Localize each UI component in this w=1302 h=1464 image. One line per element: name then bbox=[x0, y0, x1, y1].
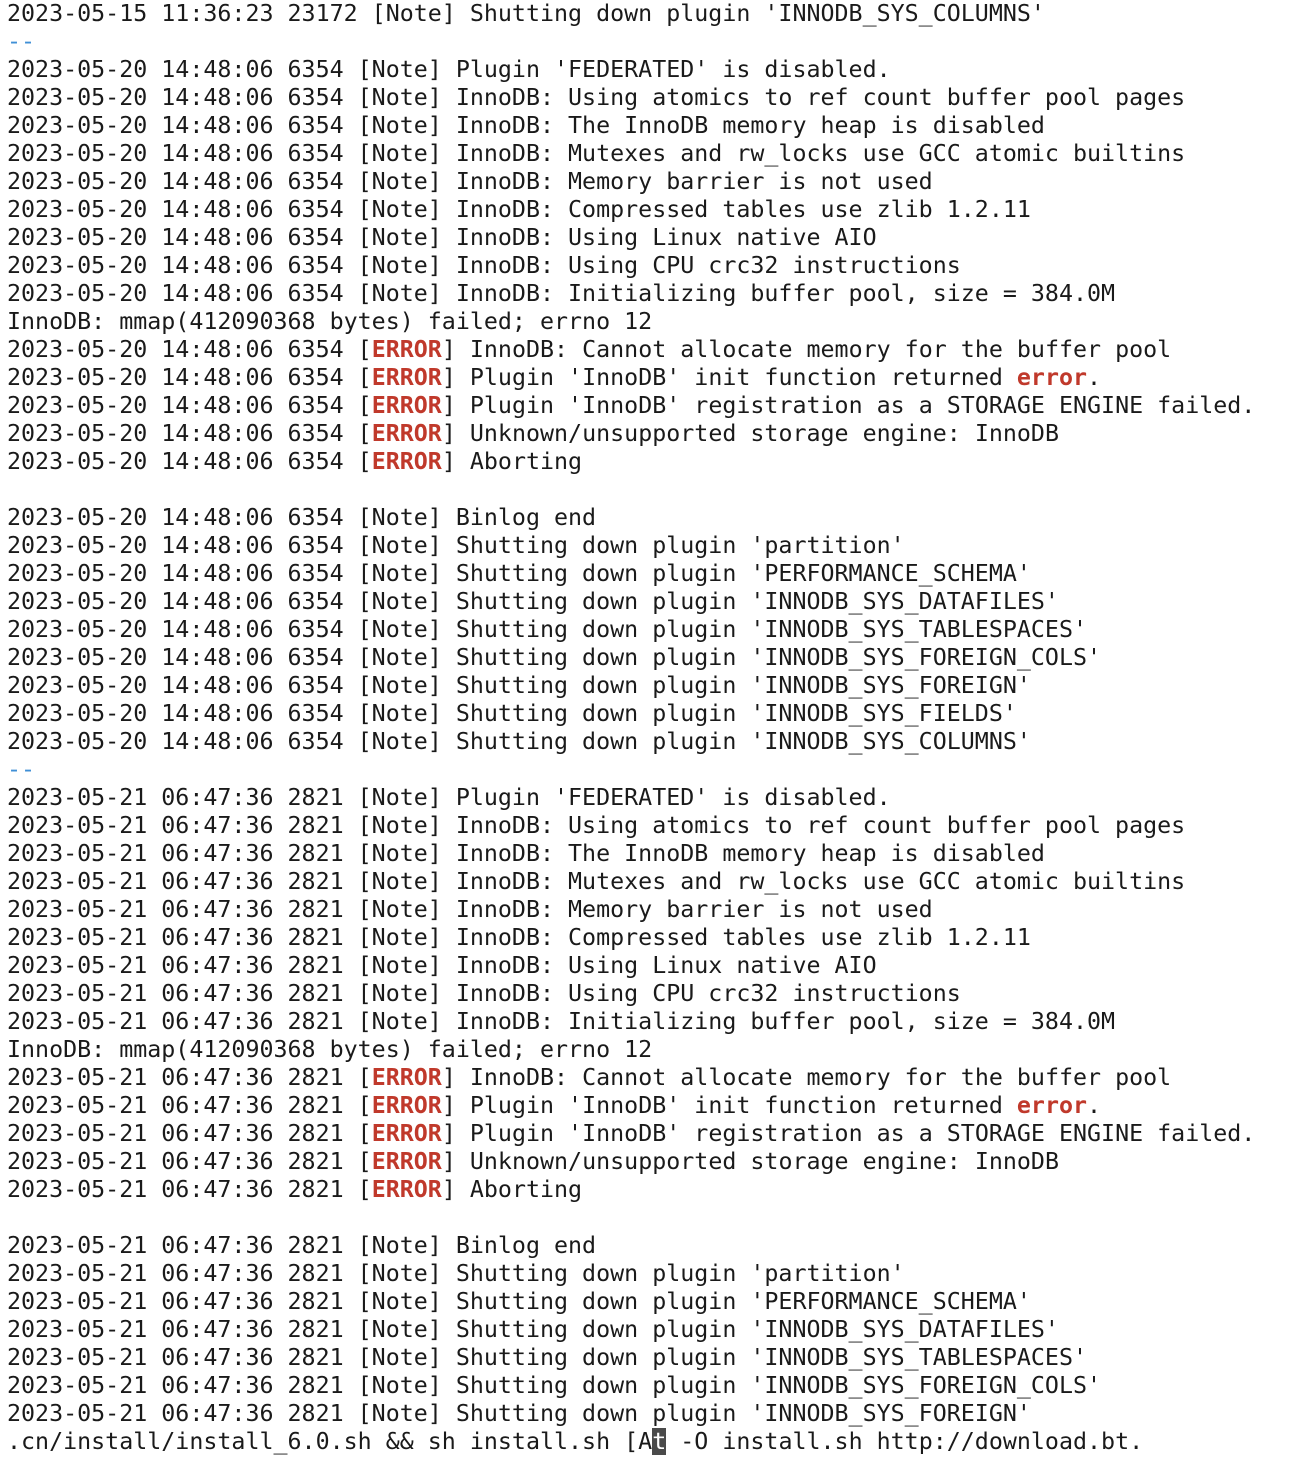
log-text: 2023-05-20 14:48:06 6354 [ bbox=[7, 364, 372, 391]
log-line bbox=[7, 252, 1302, 280]
log-line bbox=[7, 1204, 1302, 1232]
error-label: ERROR bbox=[371, 1120, 442, 1147]
log-line bbox=[7, 560, 1302, 588]
log-line bbox=[7, 812, 1302, 840]
log-text: 2023-05-20 14:48:06 6354 [Note] InnoDB: Using Linux native AIO bbox=[7, 224, 877, 251]
log-line bbox=[7, 224, 1302, 252]
log-line bbox=[7, 672, 1302, 700]
log-line bbox=[7, 700, 1302, 728]
log-separator: -- bbox=[7, 28, 36, 55]
error-label: error bbox=[1016, 364, 1088, 391]
log-line bbox=[7, 952, 1302, 980]
log-text: 2023-05-20 14:48:06 6354 [Note] Plugin 'FEDERATED' is disabled. bbox=[7, 56, 891, 83]
log-line bbox=[7, 28, 1302, 56]
log-text: InnoDB: mmap(412090368 bytes) failed; errno 12 bbox=[7, 1036, 653, 1063]
log-text: 2023-05-21 06:47:36 2821 [Note] Shutting down plugin 'partition' bbox=[7, 1260, 905, 1287]
log-line bbox=[7, 364, 1302, 392]
error-label: ERROR bbox=[371, 1092, 442, 1119]
log-line bbox=[7, 1176, 1302, 1204]
log-text: 2023-05-20 14:48:06 6354 [ bbox=[7, 392, 372, 419]
log-text: .cn/install/install_6.0.sh && sh install.sh [A bbox=[7, 1428, 653, 1455]
log-line bbox=[7, 112, 1302, 140]
log-text: ] InnoDB: Cannot allocate memory for the buffer pool bbox=[441, 1064, 1172, 1091]
log-line bbox=[7, 0, 1302, 28]
log-text: 2023-05-21 06:47:36 2821 [Note] InnoDB: Using atomics to ref count buffer pool pages bbox=[7, 812, 1186, 839]
log-text: 2023-05-20 14:48:06 6354 [Note] InnoDB: Mutexes and rw_locks use GCC atomic builtins bbox=[7, 140, 1186, 167]
log-text: 2023-05-21 06:47:36 2821 [Note] InnoDB: The InnoDB memory heap is disabled bbox=[7, 840, 1045, 867]
log-text: 2023-05-21 06:47:36 2821 [ bbox=[7, 1120, 372, 1147]
log-line bbox=[7, 448, 1302, 476]
error-label: ERROR bbox=[371, 392, 442, 419]
log-line bbox=[7, 644, 1302, 672]
log-line bbox=[7, 1064, 1302, 1092]
log-text: 2023-05-20 14:48:06 6354 [Note] Shutting down plugin 'INNODB_SYS_FOREIGN' bbox=[7, 672, 1031, 699]
log-text: 2023-05-21 06:47:36 2821 [Note] Plugin 'FEDERATED' is disabled. bbox=[7, 784, 891, 811]
log-line bbox=[7, 1008, 1302, 1036]
log-line bbox=[7, 84, 1302, 112]
log-text: 2023-05-20 14:48:06 6354 [Note] Binlog end bbox=[7, 504, 597, 531]
log-text: 2023-05-21 06:47:36 2821 [ bbox=[7, 1148, 372, 1175]
log-text: 2023-05-20 14:48:06 6354 [Note] Shutting down plugin 'PERFORMANCE_SCHEMA' bbox=[7, 560, 1031, 587]
log-text: ] Aborting bbox=[441, 1176, 583, 1203]
log-line bbox=[7, 1120, 1302, 1148]
log-text: ] Plugin 'InnoDB' registration as a STORAGE ENGINE failed. bbox=[441, 1120, 1256, 1147]
log-line bbox=[7, 336, 1302, 364]
log-line bbox=[7, 868, 1302, 896]
log-text: 2023-05-21 06:47:36 2821 [ bbox=[7, 1064, 372, 1091]
log-separator: -- bbox=[7, 756, 36, 783]
log-text: -O install.sh http://download.bt. bbox=[666, 1428, 1144, 1455]
log-text: 2023-05-21 06:47:36 2821 [Note] InnoDB: Initializing buffer pool, size = 384.0M bbox=[7, 1008, 1116, 1035]
log-line bbox=[7, 896, 1302, 924]
log-line bbox=[7, 1372, 1302, 1400]
log-line bbox=[7, 784, 1302, 812]
log-text: 2023-05-20 14:48:06 6354 [Note] InnoDB: The InnoDB memory heap is disabled bbox=[7, 112, 1045, 139]
log-text: ] Unknown/unsupported storage engine: InnoDB bbox=[441, 420, 1059, 447]
log-line bbox=[7, 420, 1302, 448]
log-line bbox=[7, 280, 1302, 308]
log-line bbox=[7, 728, 1302, 756]
log-line bbox=[7, 168, 1302, 196]
log-line bbox=[7, 1400, 1302, 1428]
log-line bbox=[7, 476, 1302, 504]
log-text: ] Aborting bbox=[441, 448, 583, 475]
log-text: 2023-05-20 14:48:06 6354 [Note] Shutting down plugin 'partition' bbox=[7, 532, 905, 559]
command-prompt-line[interactable] bbox=[7, 1428, 1302, 1456]
log-text: 2023-05-20 14:48:06 6354 [Note] InnoDB: Using atomics to ref count buffer pool pages bbox=[7, 84, 1186, 111]
log-text: 2023-05-20 14:48:06 6354 [Note] Shutting down plugin 'INNODB_SYS_TABLESPACES' bbox=[7, 616, 1087, 643]
error-label: ERROR bbox=[371, 336, 442, 363]
log-text: 2023-05-20 14:48:06 6354 [Note] Shutting down plugin 'INNODB_SYS_FOREIGN_COLS' bbox=[7, 644, 1102, 671]
log-line bbox=[7, 1148, 1302, 1176]
log-line bbox=[7, 756, 1302, 784]
log-text: 2023-05-20 14:48:06 6354 [Note] InnoDB: Using CPU crc32 instructions bbox=[7, 252, 961, 279]
error-label: ERROR bbox=[371, 1148, 442, 1175]
log-text: 2023-05-21 06:47:36 2821 [Note] InnoDB: Using Linux native AIO bbox=[7, 952, 877, 979]
log-text: 2023-05-15 11:36:23 23172 [Note] Shutting down plugin 'INNODB_SYS_COLUMNS' bbox=[7, 0, 1045, 27]
log-text: 2023-05-20 14:48:06 6354 [Note] InnoDB: Initializing buffer pool, size = 384.0M bbox=[7, 280, 1116, 307]
log-line bbox=[7, 392, 1302, 420]
log-text: . bbox=[1087, 364, 1102, 391]
log-line bbox=[7, 532, 1302, 560]
log-text: 2023-05-20 14:48:06 6354 [ bbox=[7, 336, 372, 363]
log-text: 2023-05-21 06:47:36 2821 [Note] Shutting down plugin 'INNODB_SYS_FOREIGN' bbox=[7, 1400, 1031, 1427]
log-text: 2023-05-21 06:47:36 2821 [Note] InnoDB: Mutexes and rw_locks use GCC atomic builtins bbox=[7, 868, 1186, 895]
log-text: ] Plugin 'InnoDB' init function returned bbox=[441, 1092, 1017, 1119]
log-text: 2023-05-21 06:47:36 2821 [Note] InnoDB: Using CPU crc32 instructions bbox=[7, 980, 961, 1007]
error-label: error bbox=[1016, 1092, 1088, 1119]
error-label: ERROR bbox=[371, 448, 442, 475]
log-text: 2023-05-21 06:47:36 2821 [Note] InnoDB: Compressed tables use zlib 1.2.11 bbox=[7, 924, 1031, 951]
log-line bbox=[7, 588, 1302, 616]
log-line bbox=[7, 1344, 1302, 1372]
log-line bbox=[7, 1036, 1302, 1064]
log-text: ] Plugin 'InnoDB' registration as a STORAGE ENGINE failed. bbox=[441, 392, 1256, 419]
log-line bbox=[7, 1316, 1302, 1344]
log-text: 2023-05-21 06:47:36 2821 [Note] Shutting down plugin 'INNODB_SYS_DATAFILES' bbox=[7, 1316, 1059, 1343]
log-line bbox=[7, 924, 1302, 952]
log-text: InnoDB: mmap(412090368 bytes) failed; errno 12 bbox=[7, 308, 653, 335]
log-text: 2023-05-21 06:47:36 2821 [Note] Shutting down plugin 'INNODB_SYS_FOREIGN_COLS' bbox=[7, 1372, 1102, 1399]
log-text: 2023-05-21 06:47:36 2821 [ bbox=[7, 1092, 372, 1119]
log-text: 2023-05-20 14:48:06 6354 [Note] Shutting down plugin 'INNODB_SYS_FIELDS' bbox=[7, 700, 1017, 727]
log-text: 2023-05-20 14:48:06 6354 [ bbox=[7, 448, 372, 475]
log-line bbox=[7, 1092, 1302, 1120]
log-text: 2023-05-20 14:48:06 6354 [Note] Shutting down plugin 'INNODB_SYS_COLUMNS' bbox=[7, 728, 1031, 755]
log-text: 2023-05-20 14:48:06 6354 [Note] InnoDB: Memory barrier is not used bbox=[7, 168, 933, 195]
log-text: . bbox=[1087, 1092, 1102, 1119]
log-text: 2023-05-21 06:47:36 2821 [Note] Shutting down plugin 'INNODB_SYS_TABLESPACES' bbox=[7, 1344, 1087, 1371]
text-cursor: t bbox=[652, 1428, 667, 1455]
log-line bbox=[7, 1260, 1302, 1288]
log-text: 2023-05-21 06:47:36 2821 [Note] Binlog end bbox=[7, 1232, 597, 1259]
log-line bbox=[7, 196, 1302, 224]
log-line bbox=[7, 616, 1302, 644]
log-line bbox=[7, 1232, 1302, 1260]
log-line bbox=[7, 840, 1302, 868]
error-label: ERROR bbox=[371, 364, 442, 391]
log-text: ] InnoDB: Cannot allocate memory for the buffer pool bbox=[441, 336, 1172, 363]
log-line bbox=[7, 140, 1302, 168]
error-label: ERROR bbox=[371, 1064, 442, 1091]
log-text: 2023-05-21 06:47:36 2821 [Note] InnoDB: Memory barrier is not used bbox=[7, 896, 933, 923]
log-line bbox=[7, 980, 1302, 1008]
log-text: ] Unknown/unsupported storage engine: InnoDB bbox=[441, 1148, 1059, 1175]
log-text: 2023-05-20 14:48:06 6354 [ bbox=[7, 420, 372, 447]
error-label: ERROR bbox=[371, 1176, 442, 1203]
log-line bbox=[7, 308, 1302, 336]
log-text: 2023-05-21 06:47:36 2821 [Note] Shutting down plugin 'PERFORMANCE_SCHEMA' bbox=[7, 1288, 1031, 1315]
log-line bbox=[7, 56, 1302, 84]
log-line bbox=[7, 504, 1302, 532]
log-text: 2023-05-20 14:48:06 6354 [Note] Shutting down plugin 'INNODB_SYS_DATAFILES' bbox=[7, 588, 1059, 615]
log-text: ] Plugin 'InnoDB' init function returned bbox=[441, 364, 1017, 391]
error-label: ERROR bbox=[371, 420, 442, 447]
log-line bbox=[7, 1288, 1302, 1316]
log-text: 2023-05-21 06:47:36 2821 [ bbox=[7, 1176, 372, 1203]
log-text: 2023-05-20 14:48:06 6354 [Note] InnoDB: Compressed tables use zlib 1.2.11 bbox=[7, 196, 1031, 223]
